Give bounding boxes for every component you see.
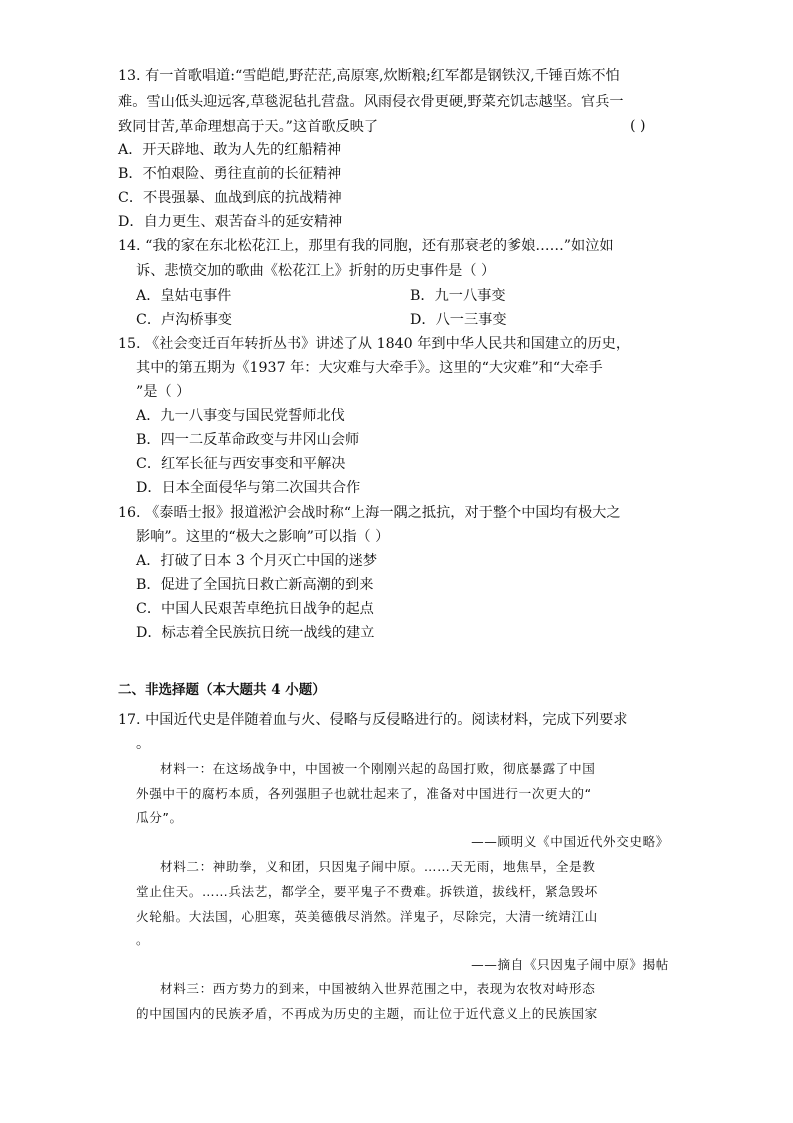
material-2-line-3: 火轮船。大法国，心胆寒，英美德俄尽消然。洋鬼子，尽除完，大清一统靖江山: [136, 909, 598, 924]
material-1-source: ——顾明义《中国近代外交史略》: [471, 834, 669, 849]
q15-stem-line-2: 其中的第五期为《1937 年：大灾难与大牵手》。这里的“大灾难”和“大牵手: [136, 360, 603, 376]
q13-option-a: A．开天辟地、敢为人先的红船精神: [118, 142, 342, 158]
material-1-line-2: 外强中干的腐朽本质，各列强胆子也就壮起来了，准备对中国进行一次更大的“: [136, 786, 592, 801]
q15-option-b: B．四一二反革命政变与井冈山会师: [136, 432, 360, 448]
q14-stem-line-2: 诉、悲愤交加的歌曲《松花江上》折射的历史事件是（ ）: [136, 263, 496, 279]
q16-option-a: A．打破了日本 3 个月灭亡中国的迷梦: [136, 553, 378, 569]
q14-option-c: C．卢沟桥事变: [136, 312, 232, 328]
q17-stem-line-2: 。: [136, 736, 151, 752]
q16-option-c: C．中国人民艰苦卓绝抗日战争的起点: [136, 601, 374, 617]
q16-option-d: D．标志着全民族抗日统一战线的建立: [136, 625, 375, 641]
q16-option-b: B．促进了全国抗日救亡新高潮的到来: [136, 577, 374, 593]
q13-answer-blank: ( ): [630, 118, 646, 134]
q13-option-c: C．不畏强暴、血战到底的抗战精神: [118, 190, 342, 206]
material-2-source: ——摘自《只因鬼子闹中原》揭帖: [471, 957, 669, 972]
q15-stem-line-3: ”是（ ）: [136, 384, 191, 400]
material-1-line-1: 材料一：在这场战争中，中国被一个刚刚兴起的岛国打败，彻底暴露了中国: [160, 761, 596, 776]
q13-stem-line-2: 难。雪山低头迎远客,草毯泥毡扎营盘。风雨侵衣骨更硬,野菜充饥志越坚。官兵一: [118, 94, 624, 110]
q13-stem-line-3: 致同甘苦,革命理想高于天。”这首歌反映了: [118, 119, 379, 135]
q14-option-a: A．皇姑屯事件: [136, 288, 232, 304]
material-3-line-2: 的中国国内的民族矛盾，不再成为历史的主题，而让位于近代意义上的民族国家: [136, 1006, 598, 1021]
material-1-line-3: 瓜分”。: [136, 810, 183, 825]
material-2-line-4: 。: [136, 932, 150, 947]
q14-option-d: D．八一三事变: [410, 312, 507, 328]
q15-option-d: D．日本全面侵华与第二次国共合作: [136, 480, 361, 496]
q15-option-a: A．九一八事变与国民党誓师北伐: [136, 408, 345, 424]
q13-option-b: B．不怕艰险、勇往直前的长征精神: [118, 166, 342, 182]
q17-stem-line-1: 17. 中国近代史是伴随着血与火、侵略与反侵略进行的。阅读材料，完成下列要求: [118, 712, 628, 728]
q15-option-c: C．红军长征与西安事变和平解决: [136, 456, 346, 472]
q15-stem-line-1: 15. 《社会变迁百年转折丛书》讲述了从 1840 年到中华人民共和国建立的历史，: [118, 336, 631, 352]
q14-stem-line-1: 14. “我的家在东北松花江上，那里有我的同胞，还有那衰老的爹娘……”如泣如: [118, 238, 614, 254]
q16-stem-line-1: 16. 《泰晤士报》报道淞沪会战时称“上海一隅之抵抗，对于整个中国均有极大之: [118, 505, 621, 521]
section-heading: 二、非选择题（本大题共 4 小题）: [118, 682, 326, 698]
material-3-line-1: 材料三：西方势力的到来，中国被纳入世界范围之中，表现为农牧对峙形态: [160, 981, 596, 996]
material-2-line-1: 材料二：神助拳，义和团，只因鬼子闹中原。……天无雨，地焦旱，全是教: [160, 859, 596, 874]
q14-option-b: B．九一八事变: [410, 288, 506, 304]
material-2-line-2: 堂止住天。……兵法艺，都学全，要平鬼子不费难。拆铁道，拔线杆，紧急毁坏: [136, 884, 598, 899]
q13-stem-line-1: 13. 有一首歌唱道:“雪皑皑,野茫茫,高原寒,炊断粮;红军都是钢铁汉,千锤百炼不怕: [118, 68, 620, 84]
q16-stem-line-2: 影响”。这里的“极大之影响”可以指（ ）: [136, 529, 390, 545]
q13-option-d: D．自力更生、艰苦奋斗的延安精神: [118, 214, 343, 230]
